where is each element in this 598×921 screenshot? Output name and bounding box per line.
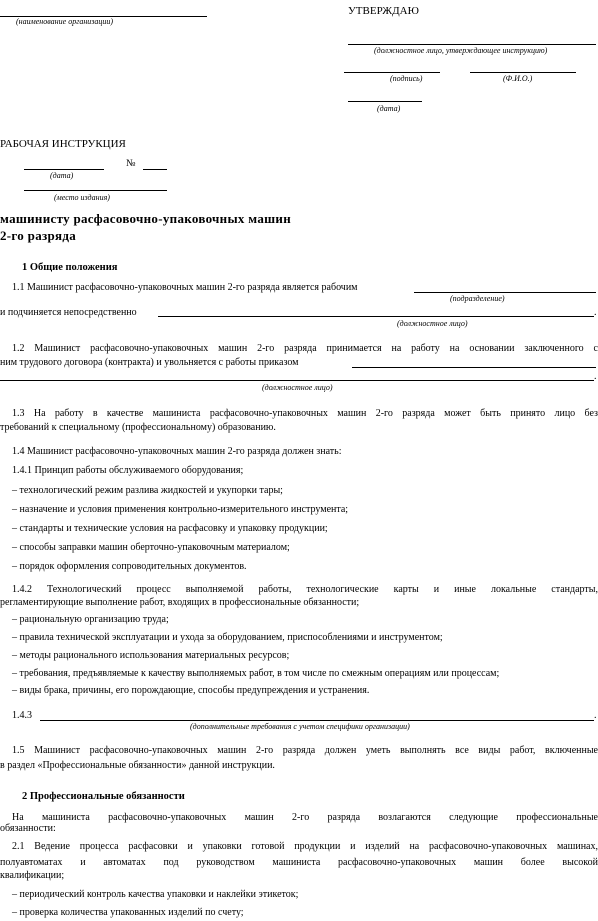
para-1-1: 1.1 Машинист расфасовочно-упаковочных машин 2-го разряда является рабочим bbox=[12, 282, 358, 293]
doc-subject-line2: 2-го разряда bbox=[0, 228, 77, 243]
p1-4-3-caption: (дополнительные требования с учетом специфики организации) bbox=[190, 722, 410, 731]
para-1-4: 1.4 Машинист расфасовочно-упаковочных машин 2-го разряда должен знать: bbox=[12, 446, 342, 457]
fio-caption: (Ф.И.О.) bbox=[503, 74, 533, 83]
doc-place-caption: (место издания) bbox=[54, 193, 110, 202]
list2-item: – требования, предъявляемые к качеству выполняемых работ, в том числе по смежным операциям или процессам; bbox=[12, 668, 500, 679]
doc-date-caption: (дата) bbox=[50, 171, 74, 180]
para-1-2b: ним трудового договора (контракта) и увольняется с работы приказом bbox=[0, 357, 299, 368]
signature-line bbox=[344, 72, 440, 73]
p1-2-official-line bbox=[0, 380, 594, 381]
p1-1-subdivision-line bbox=[414, 292, 596, 293]
para-2-1c: квалификации; bbox=[0, 870, 65, 881]
section2-intro-b: обязанности: bbox=[0, 823, 56, 834]
section2-title: 2 Профессиональные обязанности bbox=[22, 791, 185, 802]
p1-2-dot: . bbox=[594, 371, 597, 382]
p1-1b-official-line bbox=[158, 316, 594, 317]
list2-item: – виды брака, причины, его порождающие, способы предупреждения и устранения. bbox=[12, 685, 370, 696]
doc-place-line bbox=[24, 190, 167, 191]
approve-title: УТВЕРЖДАЮ bbox=[348, 5, 419, 17]
doc-title: РАБОЧАЯ ИНСТРУКЦИЯ bbox=[0, 138, 126, 150]
approver-caption: (должностное лицо, утверждающее инструкцию) bbox=[374, 46, 548, 55]
para-1-5b: в раздел «Профессиональные обязанности» данной инструкции. bbox=[0, 760, 275, 771]
p1-4-3-dot: . bbox=[594, 710, 597, 721]
para-1-3a: 1.3 На работу в качестве машиниста расфасовочно-упаковочных машин 2-го разряда может быть принято лицо без bbox=[12, 408, 598, 419]
para-2-1a: 2.1 Ведение процесса расфасовки и упаковки готовой продукции и изделий на расфасовочно-упаковочных машинах, bbox=[12, 841, 598, 852]
para-1-4-3: 1.4.3 bbox=[12, 710, 32, 721]
approver-line bbox=[348, 44, 596, 45]
list3-item: – периодический контроль качества упаковки и наклейки этикеток; bbox=[12, 889, 299, 900]
list2-item: – правила технической эксплуатации и ухода за оборудованием, приспособлениями и инструментом; bbox=[12, 632, 443, 643]
para-1-4-1: 1.4.1 Принцип работы обслуживаемого оборудования; bbox=[12, 465, 244, 476]
para-1-2a: 1.2 Машинист расфасовочно-упаковочных машин 2-го разряда принимается на работу на основании заключенного с bbox=[12, 343, 598, 354]
section1-title: 1 Общие положения bbox=[22, 262, 118, 273]
para-1-3b: требований к специальному (профессиональному) образованию. bbox=[0, 422, 276, 433]
section2-intro-a: На машиниста расфасовочно-упаковочных машин 2-го разряда возлагаются следующие профессиональные bbox=[12, 812, 598, 823]
list1-item: – стандарты и технические условия на расфасовку и упаковку продукции; bbox=[12, 523, 328, 534]
p1-2-order-line bbox=[352, 367, 596, 368]
doc-number-sign: № bbox=[126, 158, 136, 169]
approve-date-caption: (дата) bbox=[377, 104, 401, 113]
para-1-4-2a: 1.4.2 Технологический процесс выполняемой работы, технологические карты и иные локальные стандарты, bbox=[12, 584, 598, 595]
p1-1b-dot: . bbox=[594, 307, 597, 318]
list1-item: – назначение и условия применения контрольно-измерительного инструмента; bbox=[12, 504, 349, 515]
para-1-1b: и подчиняется непосредственно bbox=[0, 307, 137, 318]
list1-item: – технологический режим разлива жидкостей и укупорки тары; bbox=[12, 485, 283, 496]
list1-item: – порядок оформления сопроводительных документов. bbox=[12, 561, 247, 572]
para-1-5a: 1.5 Машинист расфасовочно-упаковочных машин 2-го разряда должен уметь выполнять все виды работ, включенные bbox=[12, 745, 598, 756]
p1-2-official-caption: (должностное лицо) bbox=[262, 383, 333, 392]
list2-item: – рациональную организацию труда; bbox=[12, 614, 169, 625]
org-name-caption: (наименование организации) bbox=[16, 17, 114, 26]
fio-line bbox=[470, 72, 576, 73]
approve-date-line bbox=[348, 101, 422, 102]
list3-item: – проверка количества упакованных изделий по счету; bbox=[12, 907, 244, 918]
p1-1-subdivision-caption: (подразделение) bbox=[450, 294, 505, 303]
para-1-4-2b: регламентирующие выполнение работ, входящих в профессиональные обязанности; bbox=[0, 597, 360, 608]
list2-item: – методы рационального использования материальных ресурсов; bbox=[12, 650, 290, 661]
signature-caption: (подпись) bbox=[390, 74, 423, 83]
doc-number-line bbox=[143, 169, 167, 170]
list1-item: – способы заправки машин оберточно-упаковочным материалом; bbox=[12, 542, 290, 553]
p1-1b-official-caption: (должностное лицо) bbox=[397, 319, 468, 328]
doc-subject-line1: машинисту расфасовочно-упаковочных машин bbox=[0, 211, 291, 226]
para-2-1b: полуавтоматах и автоматах под руководством машиниста расфасовочно-упаковочных машин более высокой bbox=[0, 857, 598, 868]
doc-date-line bbox=[24, 169, 104, 170]
p1-4-3-extra-line bbox=[40, 720, 594, 721]
